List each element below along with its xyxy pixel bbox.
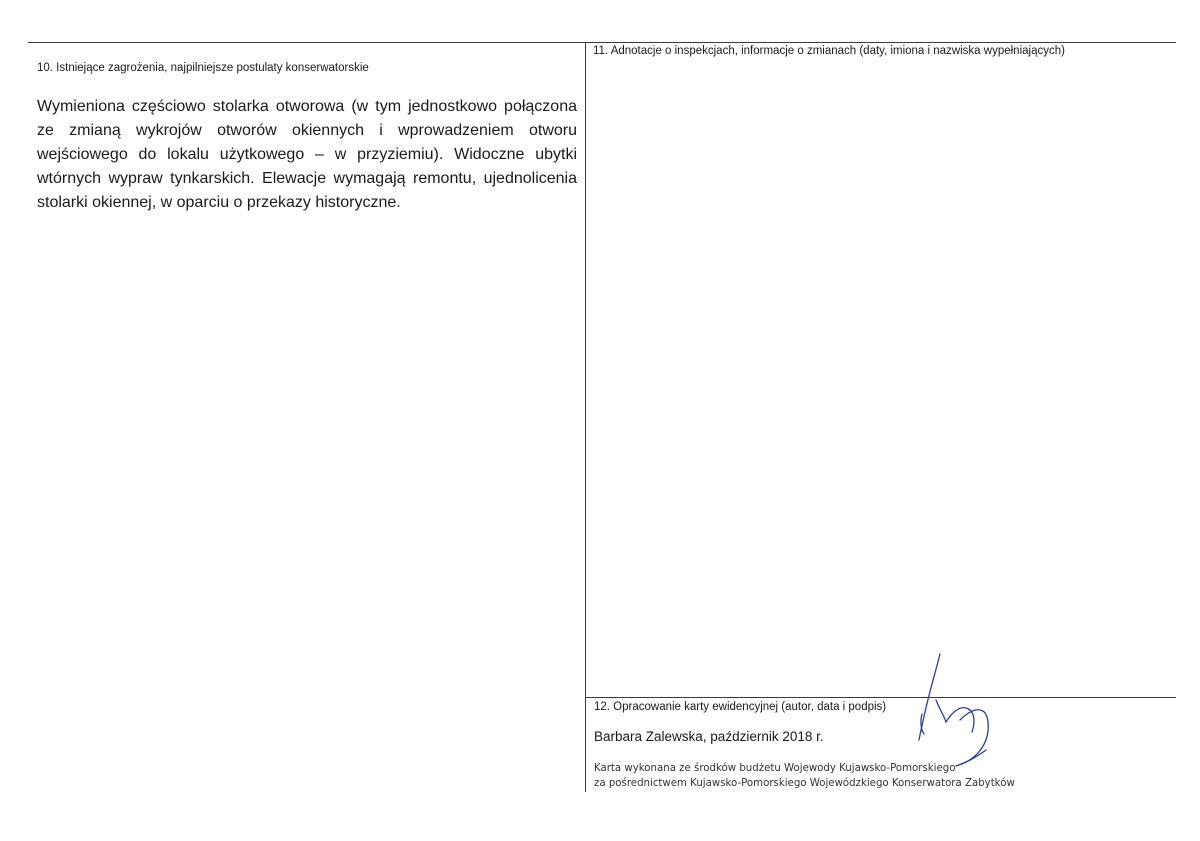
section-12-border-line <box>585 697 1176 698</box>
author-date-line: Barbara Zalewska, październik 2018 r. <box>594 729 824 744</box>
section-12-heading: 12. Opracowanie karty ewidencyjnej (autor, data i podpis) <box>594 701 887 713</box>
section-11-heading: 11. Adnotacje o inspekcjach, informacje o zmianach (daty, imiona i nazwiska wypełniających) <box>593 45 1065 57</box>
section-10-text: Wymieniona częściowo stolarka otworowa (w tym jednostkowo połączona ze zmianą wykrojów otworów okiennych i wprowadzeniem otworu wejściowego do lokalu użytkowego – w przyziemiu). Widoczne ubytki wtórnych wypraw tynkarskich. Elewacje wymagają remontu, ujednolicenia stolarki okiennej, w oparciu o przekazy historyczne. <box>37 98 577 211</box>
top-border-line <box>28 42 1176 43</box>
column-divider <box>585 42 586 792</box>
funding-note-line-2: za pośrednictwem Kujawsko-Pomorskiego Wojewódzkiego Konserwatora Zabytków <box>594 778 1015 789</box>
funding-note-line-1: Karta wykonana ze środków budżetu Wojewody Kujawsko-Pomorskiego <box>594 763 956 774</box>
signature-icon <box>900 650 1010 780</box>
section-10-heading: 10. Istniejące zagrożenia, najpilniejsze postulaty konserwatorskie <box>37 62 369 74</box>
